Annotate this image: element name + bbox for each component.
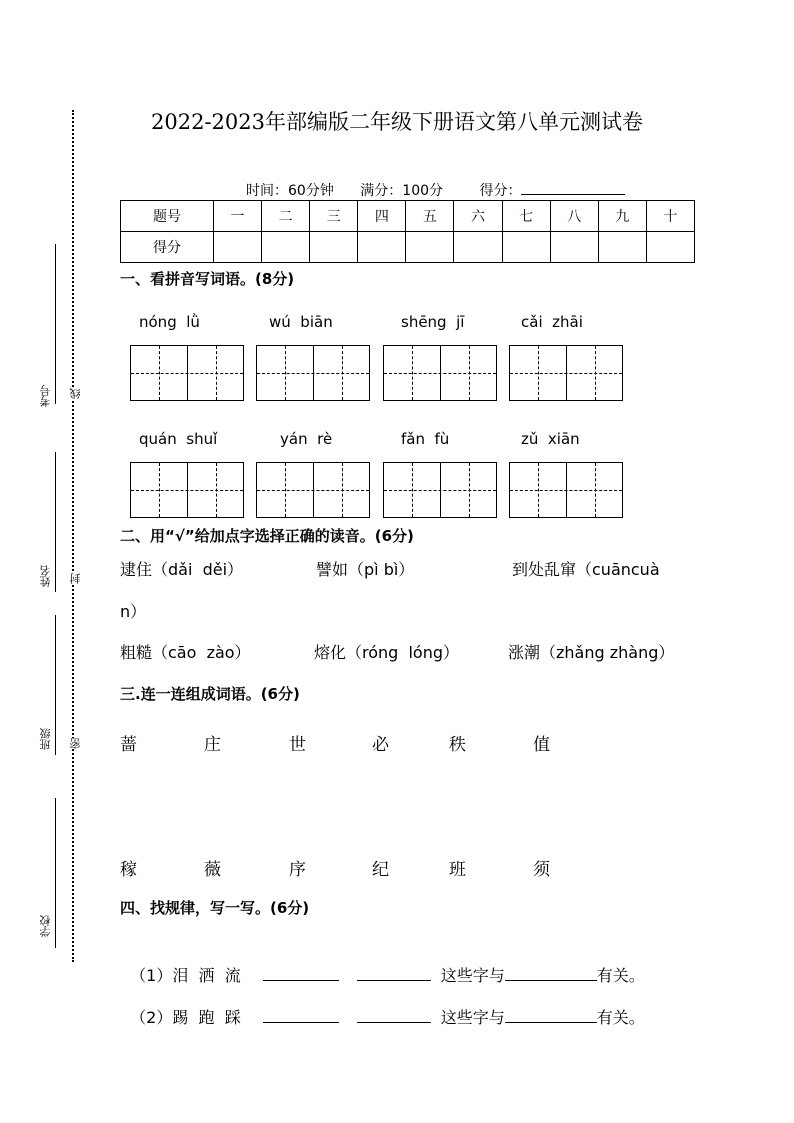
answer-blank[interactable] [263,966,339,981]
question-suffix: 有关。 [596,1008,645,1027]
question-prefix: （2）踢 跑 踩 [130,1008,241,1027]
match-top-char[interactable]: 世 [289,735,306,755]
match-bottom-char[interactable]: 班 [449,860,466,880]
question-mid: 这些字与 [440,1008,505,1027]
table-cell: 得分 [121,232,214,263]
match-top-char[interactable]: 必 [372,735,389,755]
time-info: 时间：60分钟 [246,183,334,199]
table-cell: 七 [502,201,550,232]
score-input-cell[interactable] [310,232,358,263]
table-cell: 二 [262,201,310,232]
seal-mark-seal: 封 [69,573,82,584]
pinyin-label: quán shuǐ [139,430,218,448]
score-label: 得分： [479,183,522,199]
exam-number-underline [55,244,56,404]
writing-grid[interactable] [383,462,497,518]
score-input-cell[interactable] [598,232,646,263]
writing-grid[interactable] [509,345,623,401]
match-top-char[interactable]: 蔷 [120,735,137,755]
score-input-cell[interactable] [454,232,502,263]
class-underline [55,615,56,755]
score-input-cell[interactable] [646,232,694,263]
pronunciation-item[interactable]: 熔化（róng lóng） [314,643,460,662]
page-title: 2022-2023年部编版二年级下册语文第八单元测试卷 [151,110,643,134]
question-suffix: 有关。 [596,966,645,985]
answer-blank[interactable] [505,1008,597,1023]
table-cell: 一 [213,201,261,232]
score-input-cell[interactable] [358,232,406,263]
school-label: 学校 [39,915,52,937]
match-bottom-char[interactable]: 薇 [204,860,221,880]
binding-dotted-line [72,110,74,962]
score-input-cell[interactable] [406,232,454,263]
match-top-char[interactable]: 秩 [449,735,466,755]
pinyin-label: shēng jī [401,313,465,331]
score-input-cell[interactable] [213,232,261,263]
score-input-cell[interactable] [550,232,598,263]
table-cell: 四 [358,201,406,232]
pinyin-label: fǎn fù [401,430,450,448]
match-bottom-char[interactable]: 稼 [120,860,137,880]
pattern-question-2 [120,986,645,1028]
table-cell: 九 [598,201,646,232]
score-blank[interactable] [521,182,625,195]
writing-grid[interactable] [509,462,623,518]
match-bottom-char[interactable]: 须 [533,860,550,880]
writing-grid[interactable] [256,345,370,401]
score-table [120,200,695,263]
pronunciation-item[interactable]: 涨潮（zhǎng zhàng） [508,643,675,662]
answer-blank[interactable] [357,966,431,981]
pattern-question-1 [120,944,645,986]
pronunciation-item[interactable]: 粗糙（cāo zào） [120,643,251,662]
table-cell: 八 [550,201,598,232]
table-cell: 题号 [121,201,214,232]
exam-info [246,180,647,200]
question-mid: 这些字与 [440,966,505,985]
answer-blank[interactable] [505,966,597,981]
pinyin-label: zǔ xiān [521,430,580,448]
score-table-header-row [121,201,695,232]
name-label: 姓名 [39,565,52,587]
seal-mark-secret: 密 [69,738,82,749]
section2-heading: 二、用“√”给加点字选择正确的读音。(6分) [120,527,414,545]
pronunciation-item[interactable]: 到处乱窜（cuāncuà [512,560,660,579]
table-cell: 三 [310,201,358,232]
score-input-cell[interactable] [262,232,310,263]
pinyin-label: yán rè [280,430,333,448]
school-underline [55,798,56,948]
section4-heading: 四、找规律，写一写。(6分) [120,899,310,917]
name-underline [55,452,56,592]
pinyin-label: nóng lǜ [139,313,200,331]
writing-grid[interactable] [130,345,244,401]
match-top-char[interactable]: 庄 [204,735,221,755]
writing-grid[interactable] [256,462,370,518]
match-bottom-char[interactable]: 序 [289,860,306,880]
answer-blank[interactable] [263,1008,339,1023]
pronunciation-item-wrap: n） [120,602,147,621]
pinyin-label: wú biān [269,313,333,331]
class-label: 班级 [39,728,52,750]
table-cell: 五 [406,201,454,232]
pinyin-label: cǎi zhāi [521,313,583,331]
match-top-char[interactable]: 值 [533,735,550,755]
pronunciation-item[interactable]: 譬如（pì bì） [316,560,415,579]
table-cell: 六 [454,201,502,232]
section3-heading: 三.连一连组成词语。(6分) [120,685,300,703]
answer-blank[interactable] [357,1008,431,1023]
writing-grid[interactable] [383,345,497,401]
full-score-info: 满分：100分 [360,183,444,199]
score-input-cell[interactable] [502,232,550,263]
match-bottom-char[interactable]: 纪 [372,860,389,880]
exam-number-label: 考号 [39,385,52,407]
writing-grid[interactable] [130,462,244,518]
section1-heading: 一、看拼音写词语。(8分) [120,270,295,288]
seal-mark-line: 线 [69,388,82,399]
score-table-score-row [121,232,695,263]
pronunciation-item[interactable]: 逮住（dǎi děi） [120,560,244,579]
table-cell: 十 [646,201,694,232]
question-prefix: （1）泪 洒 流 [130,966,241,985]
